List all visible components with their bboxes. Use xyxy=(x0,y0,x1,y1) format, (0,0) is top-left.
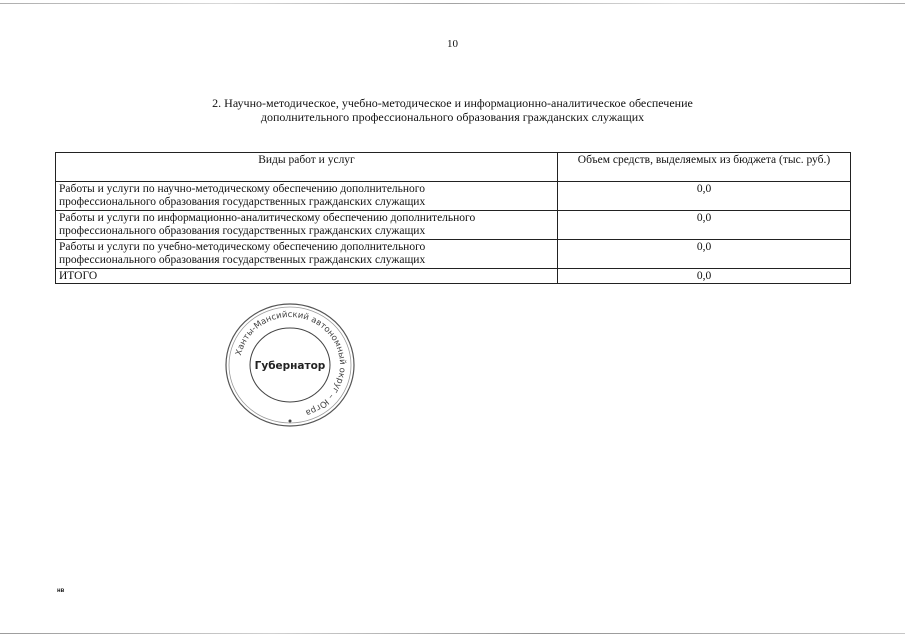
header-work-types: Виды работ и услуг xyxy=(56,153,558,182)
section-title xyxy=(120,96,785,124)
row-description-line-2: профессионального образования государственных гражданских служащих xyxy=(59,196,426,208)
scan-edge-bottom xyxy=(0,633,905,634)
scan-edge-top xyxy=(0,3,905,4)
row-description-line-2: профессионального образования государственных гражданских служащих xyxy=(59,225,426,237)
total-value: 0,0 xyxy=(558,269,851,284)
total-label: ИТОГО xyxy=(56,269,558,284)
row-description-line-1: Работы и услуги по научно-методическому обеспечению дополнительного xyxy=(59,183,425,195)
row-description-line-1: Работы и услуги по информационно-аналитическому обеспечению дополнительного xyxy=(59,212,476,224)
table-row xyxy=(56,240,851,269)
document-initials: нв xyxy=(57,588,65,594)
seal-center-text: Губернатор xyxy=(254,360,326,372)
row-value: 0,0 xyxy=(558,240,851,269)
section-title-line-1: 2. Научно-методическое, учебно-методическое и информационно-аналитическое обеспечение xyxy=(212,96,693,110)
table-header-row xyxy=(56,153,851,182)
page-number: 10 xyxy=(447,38,458,50)
seal-graphic xyxy=(222,300,358,430)
seal-star-icon xyxy=(289,420,292,423)
header-budget-amount: Объем средств, выделяемых из бюджета (тыс. руб.) xyxy=(558,153,851,182)
row-description xyxy=(56,182,558,211)
budget-table xyxy=(55,152,851,284)
official-seal xyxy=(222,300,358,430)
row-description-line-1: Работы и услуги по учебно-методическому обеспечению дополнительного xyxy=(59,241,426,253)
table-row xyxy=(56,211,851,240)
table-row xyxy=(56,182,851,211)
section-title-line-2: дополнительного профессионального образования гражданских служащих xyxy=(260,110,645,124)
row-description xyxy=(56,211,558,240)
row-description-line-2: профессионального образования государственных гражданских служащих xyxy=(59,254,426,266)
table-total-row xyxy=(56,269,851,284)
row-value: 0,0 xyxy=(558,211,851,240)
row-description xyxy=(56,240,558,269)
seal-ring-text: Ханты-Мансийский автономный округ – Югра xyxy=(234,309,348,418)
row-value: 0,0 xyxy=(558,182,851,211)
